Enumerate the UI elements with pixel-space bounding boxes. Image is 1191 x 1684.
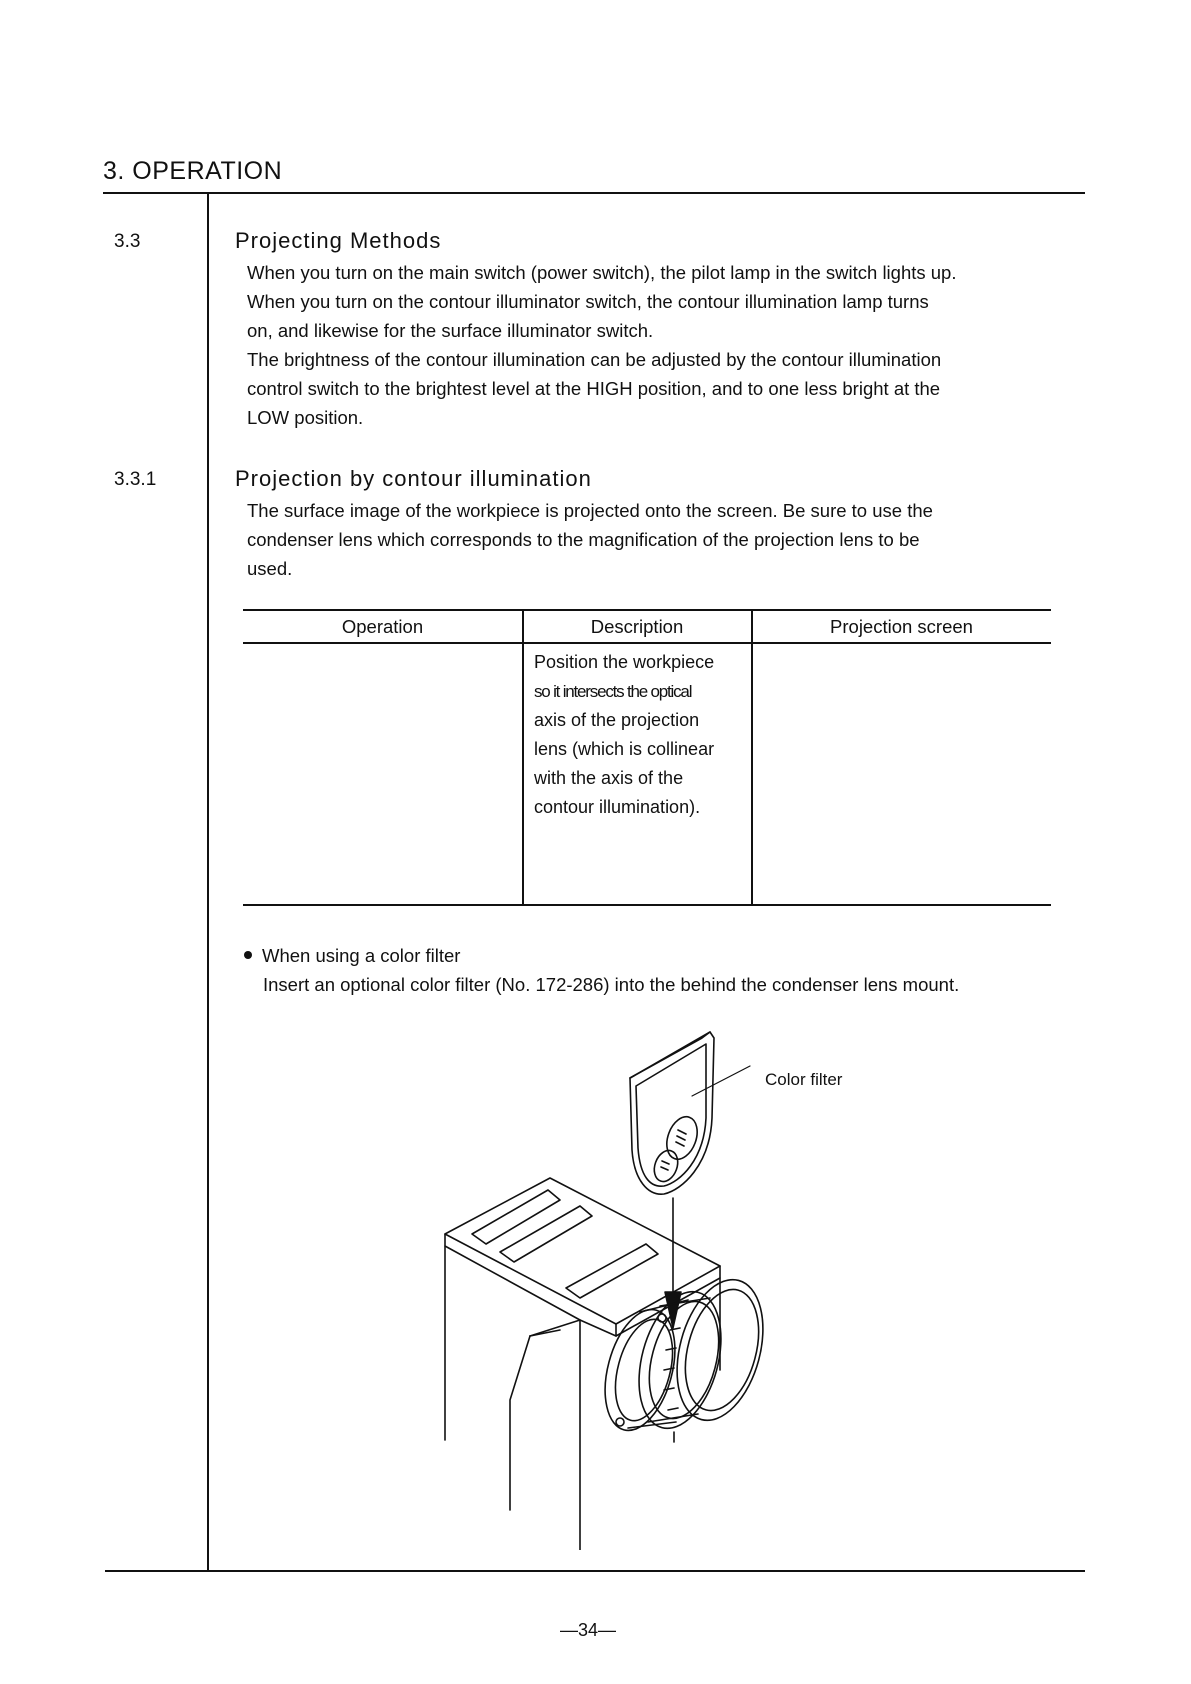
chapter-title: 3. OPERATION xyxy=(103,157,283,185)
body-line: on, and likewise for the surface illuminator switch. xyxy=(247,320,654,341)
body-line: LOW position. xyxy=(247,407,364,428)
subsection-body xyxy=(247,496,1077,583)
section-number: 3.3 xyxy=(114,231,141,252)
color-filter-callout: Color filter xyxy=(765,1070,843,1089)
condenser-lens-mount xyxy=(593,1270,777,1442)
body-line: When you turn on the contour illuminator switch, the contour illumination lamp turns xyxy=(247,291,929,312)
section-body xyxy=(247,258,1077,432)
subsection-heading: Projection by contour illumination xyxy=(235,466,592,491)
color-filter-illustration xyxy=(430,1030,810,1550)
table-header-projection-screen: Projection screen xyxy=(830,616,973,637)
color-filter-holder xyxy=(630,1032,714,1194)
margin-rule xyxy=(207,194,209,1572)
body-line: The surface image of the workpiece is projected onto the screen. Be sure to use the xyxy=(247,500,933,521)
callout-leader xyxy=(692,1066,750,1096)
table-col-divider xyxy=(751,609,753,905)
description-line: lens (which is collinear xyxy=(534,739,715,759)
bullet-text: When using a color filter xyxy=(262,945,461,966)
description-line: contour illumination). xyxy=(534,797,701,817)
filter-instruction: Insert an optional color filter (No. 172-286) into the behind the condenser lens mount. xyxy=(263,974,960,995)
body-line: used. xyxy=(247,558,293,579)
table-header-description: Description xyxy=(590,616,684,637)
description-line: so it intersects the optical xyxy=(534,682,692,701)
table-rule-bottom xyxy=(243,904,1051,906)
description-line: with the axis of the xyxy=(534,768,684,788)
bullet-item xyxy=(244,945,460,967)
bullet-icon xyxy=(244,951,252,959)
body-line: The brightness of the contour illumination can be adjusted by the contour illumination xyxy=(247,349,942,370)
description-line: axis of the projection xyxy=(534,710,700,730)
projector-housing xyxy=(445,1178,720,1550)
body-line: control switch to the brightest level at the HIGH position, and to one less bright at the xyxy=(247,378,941,399)
subsection-number: 3.3.1 xyxy=(114,469,157,490)
table-rule-top xyxy=(243,609,1051,611)
table-header-operation: Operation xyxy=(341,616,424,637)
table-col-divider xyxy=(522,609,524,905)
body-line: When you turn on the main switch (power switch), the pilot lamp in the switch lights up. xyxy=(247,262,957,283)
footer-rule xyxy=(105,1570,1085,1572)
table-cell-description xyxy=(534,648,749,822)
page-number: —34— xyxy=(560,1620,617,1640)
table-rule-header xyxy=(243,642,1051,644)
body-line: condenser lens which corresponds to the magnification of the projection lens to be xyxy=(247,529,920,550)
header-rule xyxy=(103,192,1085,194)
description-line: Position the workpiece xyxy=(534,652,715,672)
section-heading: Projecting Methods xyxy=(235,228,442,253)
